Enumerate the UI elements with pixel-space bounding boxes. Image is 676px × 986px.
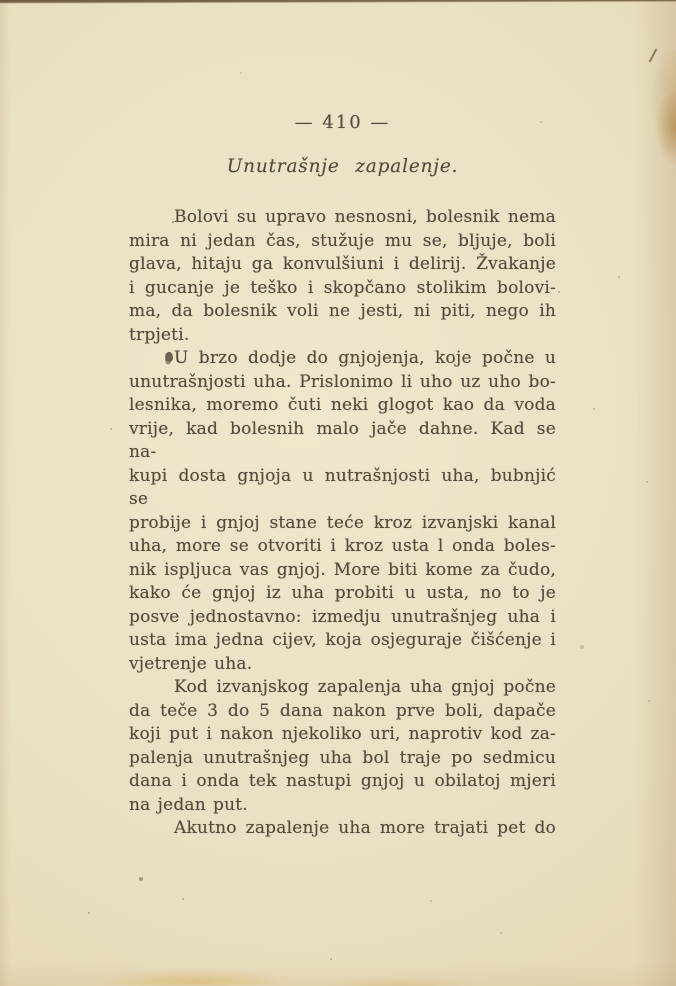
text-line: nik ispljuca vas gnjoj. More biti kome za čudo, [129, 559, 556, 580]
page-number: — 410 — [294, 112, 391, 133]
text-line: vjetrenje uha. [129, 653, 253, 674]
paper-speckles [0, 0, 2, 2]
paper-stain-top-right [632, 50, 676, 190]
text-line: kako će gnjoj iz uha probiti u usta, no to je [129, 583, 556, 603]
text-line: palenja unutrašnjeg uha bol traje po sedmicu [129, 747, 556, 768]
text-line: da teče 3 do 5 dana nakon prve boli, dapače [129, 700, 556, 721]
text-line: usta ima jedna cijev, koja osjeguraje čišćenje i [129, 630, 556, 650]
text-line: Bolovi su upravo nesnosni, bolesnik nema [174, 207, 556, 227]
text-line: ma, da bolesnik voli ne jesti, ni piti, nego ih [129, 301, 556, 321]
text-block [129, 0, 556, 986]
text-line: kupi dosta gnjoja u nutrašnjosti uha, bubnjić se [129, 465, 556, 509]
text-line: lesnika, moremo čuti neki glogot kao da voda [129, 395, 556, 415]
text-line: unutrašnjosti uha. Prislonimo li uho uz uho bo- [129, 371, 556, 392]
body-text [129, 206, 556, 841]
text-line: i gucanje je teško i skopčano stolikim bolovi- [129, 277, 556, 298]
section-title: Unutrašnje zapalenje. [226, 156, 459, 177]
text-line: vrije, kad bolesnih malo jače dahne. Kad se na- [129, 418, 556, 462]
text-line: probije i gnjoj stane teće kroz izvanjski kanal [129, 512, 556, 533]
text-line: posve jednostavno: izmedju unutrašnjeg uha i [129, 606, 556, 627]
text-line: na jedan put. [129, 794, 248, 815]
text-line: uha, more se otvoriti i kroz usta l onda boles- [129, 536, 556, 556]
text-line: Akutno zapalenje uha more trajati pet do [174, 818, 556, 838]
text-line: Kod izvanjskog zapalenja uha gnjoj počne [174, 677, 556, 697]
text-line: dana i onda tek nastupi gnjoj u obilatoj mjeri [129, 771, 556, 791]
text-line: glava, hitaju ga konvulšiuni i delirij. Žvakanje [129, 254, 556, 274]
text-line: mira ni jedan čas, stužuje mu se, bljuje, boli [129, 230, 556, 251]
text-line: trpjeti. [129, 324, 190, 345]
text-line: U brzo dodje do gnjojenja, koje počne u [174, 348, 556, 368]
text-line: koji put i nakon njekoliko uri, naprotiv kod za- [129, 724, 556, 744]
